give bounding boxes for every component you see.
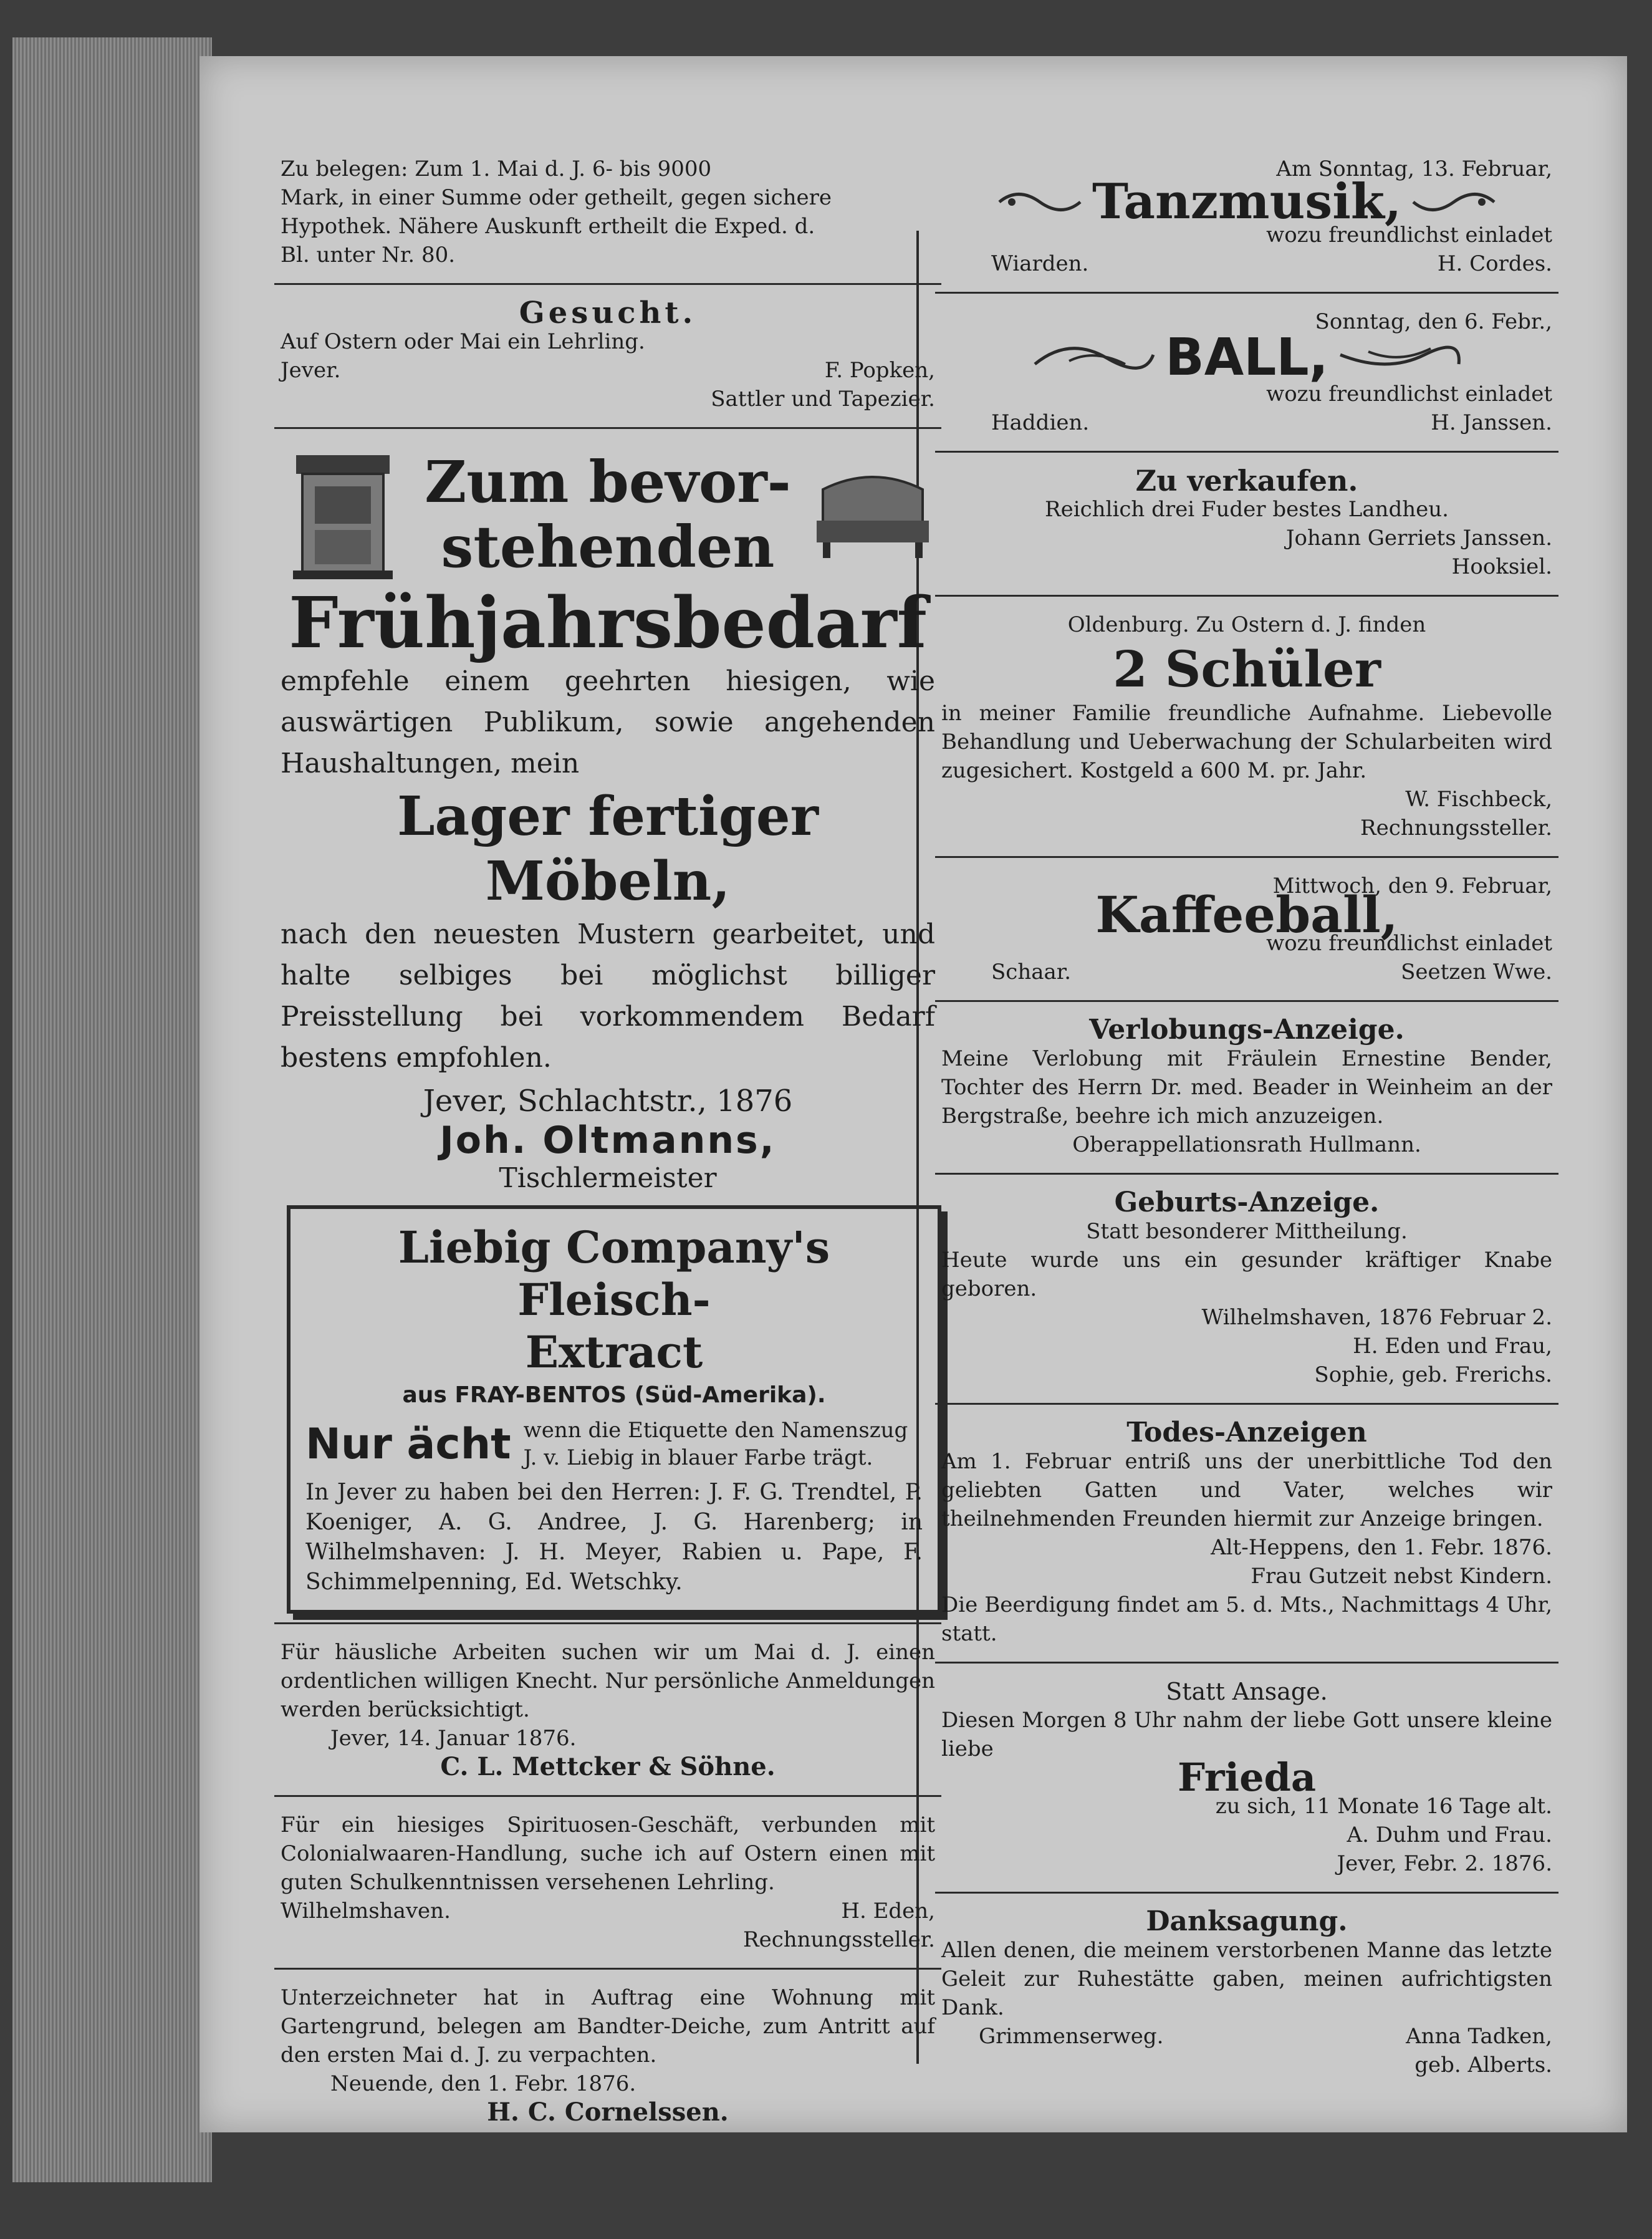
ad-body: Für häusliche Arbeiten suchen wir um Mai d. J. einen ordentlichen willigen Knecht. Nur persönliche Anmeldungen werden berücksichtigt. [281, 1640, 935, 1722]
sofa-illustration-icon [810, 465, 935, 564]
ad-place: Wilhelmshaven. [281, 1899, 451, 1924]
ad-title: Danksagung. [1146, 1905, 1348, 1937]
ad-name: H. C. Cornelssen. [487, 2097, 729, 2127]
separator-rule [935, 1000, 1558, 1002]
separator-rule [935, 1403, 1558, 1405]
ad-place: Wiarden. [991, 251, 1089, 276]
ad-body: empfehle einem geehrten hiesigen, wie auswärtigen Publikum, sowie angehenden Haushaltungen, mein [281, 665, 935, 779]
separator-rule [274, 1968, 941, 1970]
ad-place: Jever. [281, 358, 341, 383]
ad-body: Heute wurde uns ein gesunder kräftiger Knabe geboren. [941, 1248, 1552, 1301]
ad-place: Grimmenserweg. [979, 2024, 1164, 2049]
right-column [935, 150, 1558, 2084]
ad-title: Tanzmusik, [1092, 173, 1402, 230]
ad-headline: Frühjahrsbedarf [289, 582, 927, 664]
ad-title: BALL, [1165, 328, 1328, 387]
separator-rule [935, 1173, 1558, 1175]
ad-apprentice-saddler [274, 294, 941, 418]
ad-body: Meine Verlobung mit Fräulein Ernestine Bender, Tochter des Herrn Dr. med. Beader in Weinheim an der Bergstraße, beehre ich mich anzuzeigen. [941, 1046, 1552, 1129]
ad-mortgage [274, 150, 941, 274]
ad-trade: Rechnungssteller. [1360, 816, 1552, 840]
ad-date: Mittwoch, den 9. Februar, [1272, 874, 1552, 898]
ad-title: 2 Schüler [1113, 640, 1381, 698]
ad-name: Sophie, geb. Frerichs. [1314, 1362, 1552, 1387]
ad-condition: wenn die Etiquette den Namenszug J. v. Liebig in blauer Farbe trägt. [523, 1418, 908, 1470]
ad-liebig-box [287, 1205, 941, 1614]
ad-name: Joh. Oltmanns, [439, 1119, 776, 1162]
ad-highlight: Nur ächt [305, 1419, 511, 1469]
ad-name: Frau Gutzeit nebst Kindern. [1251, 1564, 1552, 1589]
separator-rule [274, 1622, 941, 1624]
separator-rule [935, 451, 1558, 453]
ad-title: Verlobungs-Anzeige. [1089, 1014, 1405, 1046]
ad-birth [935, 1183, 1558, 1394]
newspaper-page [199, 56, 1627, 2132]
ad-line: Zu belegen: Zum 1. Mai d. J. 6- bis 9000 [281, 156, 712, 181]
ad-headline: Zum bevor- [425, 448, 791, 516]
ad-title: Statt Ansage. [1166, 1678, 1328, 1705]
ad-apartment-lease [274, 1978, 941, 2132]
ad-body: nach den neuesten Mustern gearbeitet, und halte selbiges bei möglichst billiger Preisstellung bei vorkommendem Bedarf bestens empfohlen. [281, 918, 935, 1074]
ad-origin: aus FRAY-BENTOS (Süd-Amerika). [402, 1382, 826, 1408]
ad-name: Johann Gerriets Janssen. [1285, 526, 1552, 551]
ad-title: Todes-Anzeigen [1126, 1417, 1367, 1448]
ad-body: in meiner Familie freundliche Aufnahme. Liebevolle Behandlung und Ueberwachung der Schularbeiten wird zugesichert. Kostgeld a 600 M. pr. Jahr. [941, 701, 1552, 783]
separator-rule [935, 292, 1558, 294]
ad-body: Allen denen, die meinem verstorbenen Manne das letzte Geleit zur Ruhestätte gaben, meinen aufrichtigsten Dank. [941, 1938, 1552, 2020]
ad-dance-music [935, 150, 1558, 283]
separator-rule [935, 856, 1558, 858]
ad-death [935, 1413, 1558, 1653]
ad-spirits-apprentice [274, 1806, 941, 1959]
ad-headline: Lager fertiger Möbeln, [397, 785, 819, 913]
ad-line: Auf Ostern oder Mai ein Lehrling. [281, 329, 645, 354]
ad-name: W. Fischbeck, [1405, 787, 1552, 812]
ad-name-large: Frieda [1177, 1755, 1317, 1800]
ad-name: geb. Alberts. [1414, 2053, 1552, 2078]
ad-invite: wozu freundlichst einladet [1266, 223, 1552, 248]
ad-line: Mark, in einer Summe oder getheilt, gegen sichere [281, 185, 832, 210]
ad-dateline: Jever, Schlachtstr., 1876 [423, 1084, 793, 1119]
ad-place: Haddien. [991, 410, 1090, 435]
ad-date: Sonntag, den 6. Febr., [1315, 309, 1552, 334]
ad-invite: wozu freundlichst einladet [1266, 382, 1552, 407]
flourish-ornament-icon [1032, 336, 1156, 380]
ad-obituary-frieda [935, 1672, 1558, 1883]
separator-rule [935, 595, 1558, 597]
ad-name: Oberappellationsrath Hullmann. [1072, 1132, 1421, 1157]
ad-furniture [274, 438, 941, 1199]
ad-name: H. Eden und Frau, [1353, 1334, 1552, 1359]
ad-line: Hypothek. Nähere Auskunft ertheilt die Exped. d. [281, 214, 815, 239]
ad-name: H. Eden, [841, 1899, 935, 1924]
ad-body: zu sich, 11 Monate 16 Tage alt. [1215, 1794, 1552, 1819]
ad-line: Reichlich drei Fuder bestes Landheu. [1045, 497, 1449, 522]
ad-trade: Rechnungssteller. [743, 1927, 935, 1952]
ad-body: Unterzeichneter hat in Auftrag eine Wohnung mit Gartengrund, belegen am Bandter-Deiche, zum Antritt auf den ersten Mai d. J. zu verpachten. [281, 1985, 935, 2068]
separator-rule [935, 1892, 1558, 1894]
ad-thanks [935, 1902, 1558, 2084]
left-column [274, 150, 941, 2132]
ad-dateline: Jever, Febr. 2. 1876. [1337, 1851, 1552, 1876]
ad-title: Gesucht. [519, 296, 697, 330]
ad-ball [935, 302, 1558, 442]
ad-intro: Oldenburg. Zu Ostern d. J. finden [1067, 612, 1426, 637]
ad-name: A. Duhm und Frau. [1347, 1822, 1552, 1847]
ad-title: Kaffeeball, [1095, 885, 1398, 944]
book-page-edges [12, 37, 212, 2182]
ad-date: Am Sonntag, 13. Februar, [1276, 156, 1552, 181]
ad-coffee-ball [935, 867, 1558, 991]
separator-rule [274, 283, 941, 285]
ad-name: Anna Tadken, [1406, 2024, 1552, 2049]
flourish-ornament-icon [996, 183, 1083, 221]
ad-name: H. Janssen. [1431, 410, 1552, 435]
ad-body: Die Beerdigung findet am 5. d. Mts., Nachmittags 4 Uhr, statt. [941, 1592, 1552, 1646]
ad-headline: stehenden [441, 513, 775, 580]
ad-body: In Jever zu haben bei den Herren: J. F. G. Trendtel, P. Koeniger, A. G. Andree, J. G. Harenberg; in Wilhelmshaven: J. H. Meyer, Rabien u. Pape, F. Schimmelpenning, Ed. Wetschky. [305, 1480, 923, 1595]
ad-dateline: Alt-Heppens, den 1. Febr. 1876. [1211, 1535, 1552, 1560]
ad-name: Seetzen Wwe. [1401, 960, 1552, 985]
ad-subtitle: Statt besonderer Mittheilung. [1086, 1219, 1408, 1244]
ad-engagement [935, 1011, 1558, 1164]
flourish-ornament-icon [1410, 183, 1497, 221]
ad-title: Liebig Company's Fleisch- [398, 1221, 830, 1326]
ad-trade: Tischlermeister [499, 1162, 717, 1194]
ad-for-sale [935, 461, 1558, 586]
ad-title: Zu verkaufen. [1135, 464, 1358, 498]
ad-dateline: Wilhelmshaven, 1876 Februar 2. [1201, 1305, 1552, 1330]
ad-boarding-students [935, 605, 1558, 847]
ad-name: F. Popken, [824, 358, 935, 383]
ad-title: Extract [525, 1326, 703, 1378]
ad-dateline: Neuende, den 1. Febr. 1876. [330, 2071, 636, 2096]
ad-line: Bl. unter Nr. 80. [281, 243, 456, 267]
ad-place: Hooksiel. [1451, 554, 1552, 579]
separator-rule [274, 427, 941, 429]
ad-title: Geburts-Anzeige. [1114, 1187, 1380, 1218]
ad-dateline: Jever, 14. Januar 1876. [330, 1726, 577, 1751]
flourish-ornament-icon [1337, 336, 1462, 380]
ad-body: Für ein hiesiges Spirituosen-Geschäft, verbunden mit Colonialwaaren-Handlung, suche ich auf Ostern einen mit guten Schulkenntnissen versehenen Lehrling. [281, 1813, 935, 1895]
separator-rule [274, 1795, 941, 1797]
ad-trade: Sattler und Tapezier. [711, 387, 935, 412]
ad-farmhand-wanted [274, 1633, 941, 1786]
ad-name: C. L. Mettcker & Söhne. [440, 1752, 776, 1781]
ad-invite: wozu freundlichst einladet [1266, 931, 1552, 956]
ad-body: Am 1. Februar entriß uns der unerbittliche Tod den geliebten Gatten und Vater, welches wir theilnehmenden Freunden hiermit zur Anzeige bringen. [941, 1449, 1552, 1531]
ad-place: Schaar. [991, 960, 1072, 985]
ad-body: Diesen Morgen 8 Uhr nahm der liebe Gott unsere kleine liebe [941, 1708, 1552, 1761]
separator-rule [935, 1662, 1558, 1664]
ad-name: H. Cordes. [1437, 251, 1552, 276]
cabinet-illustration-icon [281, 443, 405, 586]
